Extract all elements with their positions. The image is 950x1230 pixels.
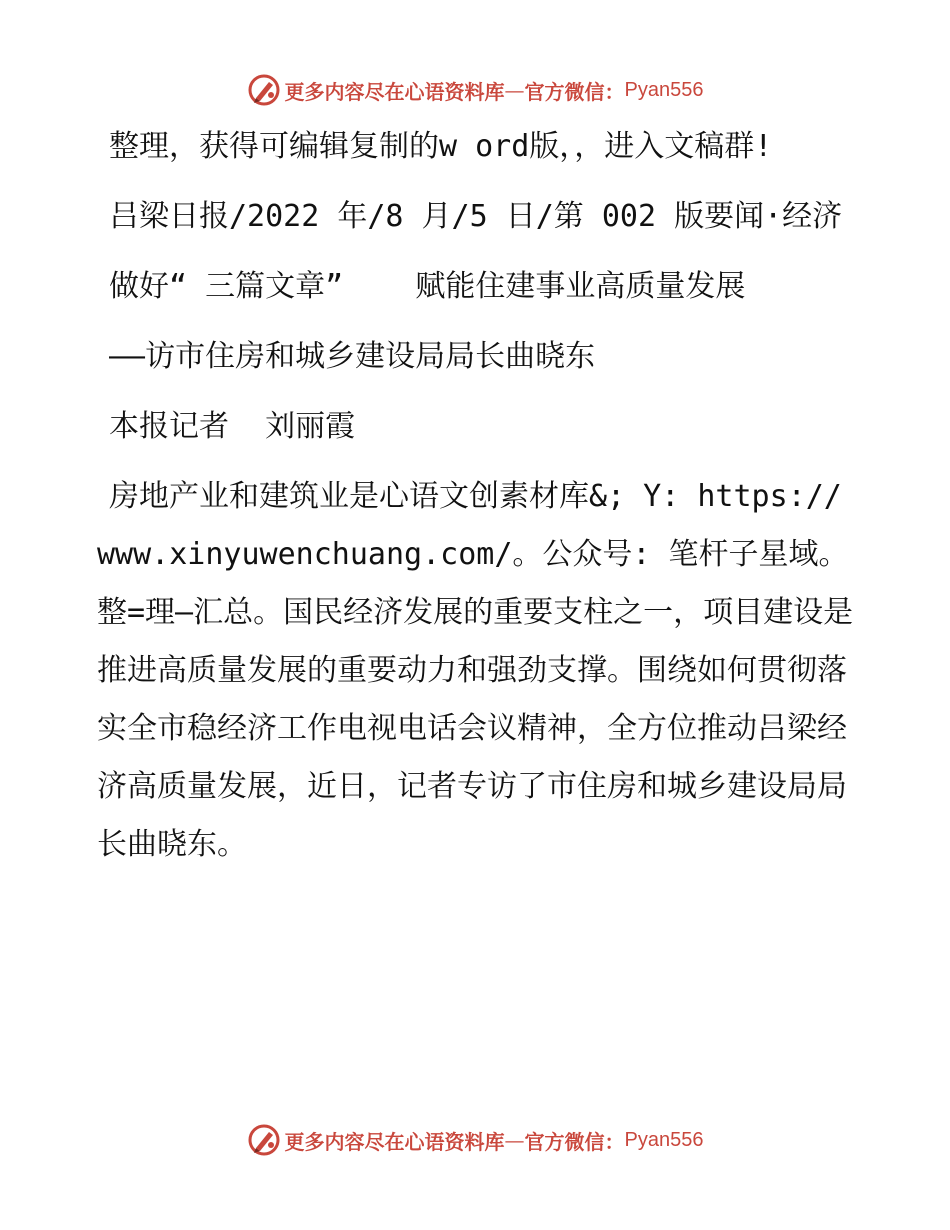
banner-official-label: 官方微信： xyxy=(524,79,625,104)
article-subtitle: ——访市住房和城乡建设局局长曲晓东 xyxy=(109,339,596,374)
article-body xyxy=(97,118,857,874)
header-banner xyxy=(0,70,950,110)
pen-logo-icon xyxy=(247,1123,281,1157)
banner-separator: — xyxy=(504,78,525,102)
footer-banner xyxy=(0,1120,950,1160)
banner-site-text: 更多内容尽在心语资料库 xyxy=(284,1129,505,1154)
body-paragraph: 房地产业和建筑业是心语文创素材库&; Y: https://www.xinyuwenchuang.com/。公众号: 笔杆子星域。整=理—汇总。国民经济发展的重要支柱之一，项目建设是推进高质量发展的重要动力和强劲支撑。围绕如何贯彻落实全市稳经济工作电视电话会议精神，全方位推动吕梁经济高质量发展，近日，记者专访了市住房和城乡建设局局长曲晓东。 xyxy=(97,479,854,862)
source-line: 吕梁日报/2022 年/8 月/5 日/第 002 版要闻·经济 xyxy=(109,199,843,234)
banner-handle: Pyan556 xyxy=(624,1128,704,1151)
banner-site-text: 更多内容尽在心语资料库 xyxy=(284,79,505,104)
pen-logo-icon xyxy=(247,73,281,107)
banner-handle: Pyan556 xyxy=(624,78,704,101)
banner-official-label: 官方微信： xyxy=(524,1129,625,1154)
banner-separator: — xyxy=(504,1128,525,1152)
intro-paragraph: 整理，获得可编辑复制的w ord版，，进入文稿群! xyxy=(109,129,773,164)
article-title: 做好“ 三篇文章” 赋能住建事业高质量发展 xyxy=(109,269,746,304)
byline: 本报记者 刘丽霞 xyxy=(109,409,356,444)
